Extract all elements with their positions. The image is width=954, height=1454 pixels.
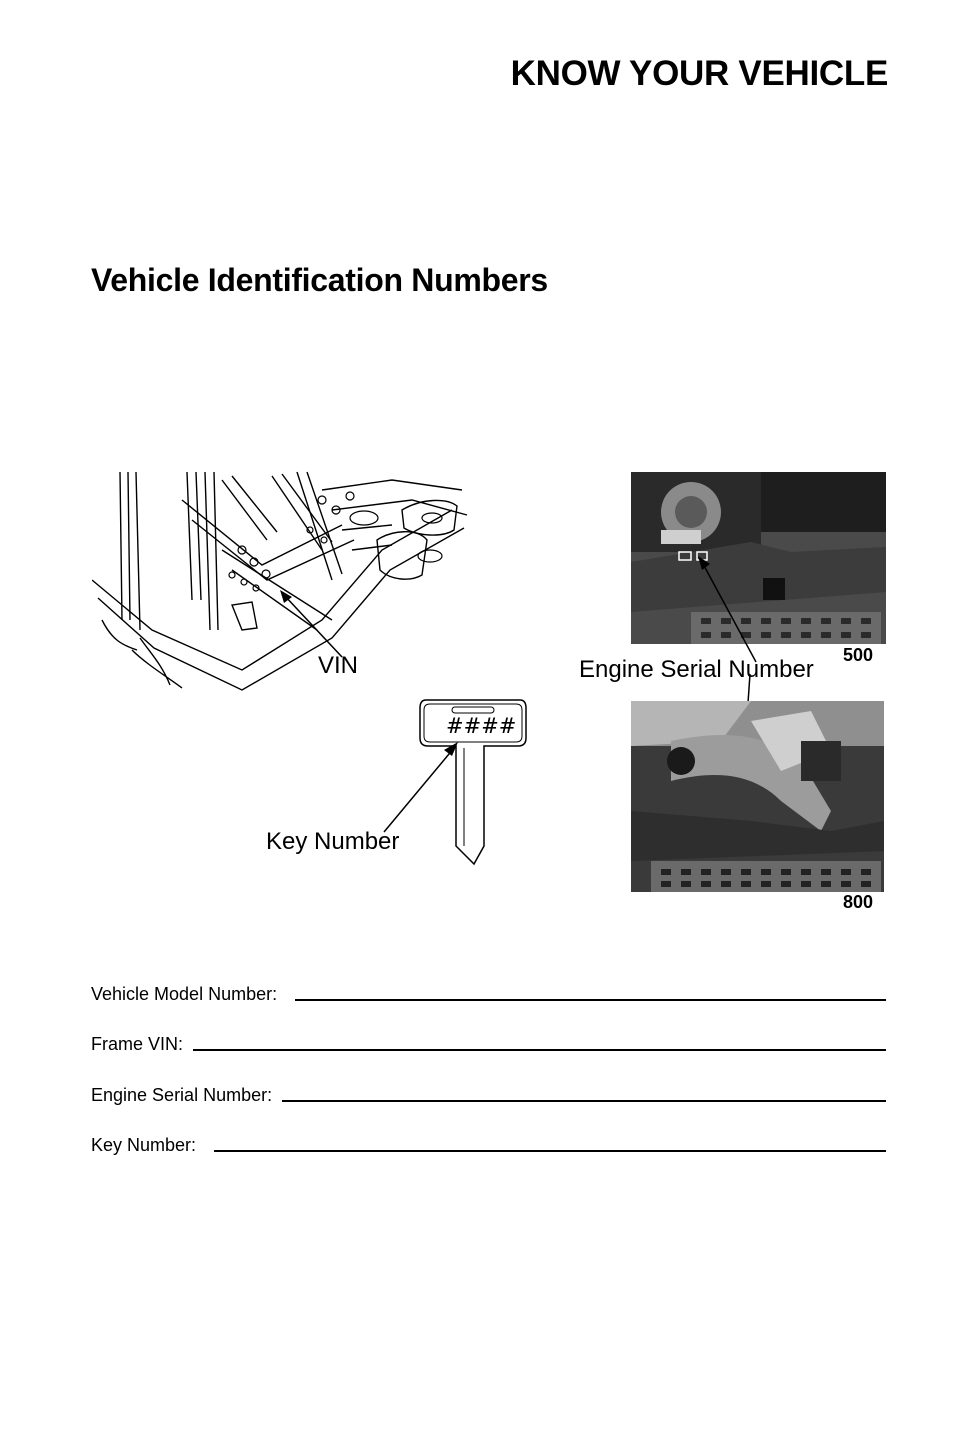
- form-row-frame-vin: [91, 1028, 886, 1054]
- frame-vin-label: Frame VIN:: [91, 1034, 184, 1054]
- frame-vin-blank-line: [193, 1031, 886, 1051]
- form-row-engine-serial-number: [91, 1079, 886, 1105]
- engine-serial-number-label: Engine Serial Number: [579, 656, 814, 683]
- page-header-title: KNOW YOUR VEHICLE: [510, 54, 888, 93]
- model-500-label: 500: [843, 645, 874, 665]
- form-row-key-number: [91, 1129, 886, 1155]
- engine-serial-number-blank-line: [282, 1082, 886, 1102]
- engine-photo-800: [631, 701, 884, 892]
- key-number-label: Key Number: [266, 828, 400, 855]
- key-number-field-label: Key Number:: [91, 1135, 197, 1155]
- engine-serial-number-field-label: Engine Serial Number:: [91, 1085, 273, 1105]
- form-row-vehicle-model-number: [91, 978, 886, 1004]
- key-code-text: ####: [446, 714, 517, 738]
- model-800-label: 800: [843, 892, 874, 912]
- key-pointer-arrow: [380, 738, 460, 838]
- section-title: Vehicle Identification Numbers: [91, 262, 548, 298]
- vehicle-model-number-label: Vehicle Model Number:: [91, 984, 278, 1004]
- vin-label: VIN: [318, 652, 359, 679]
- vehicle-model-number-blank-line: [295, 981, 886, 1001]
- key-number-blank-line: [214, 1132, 886, 1152]
